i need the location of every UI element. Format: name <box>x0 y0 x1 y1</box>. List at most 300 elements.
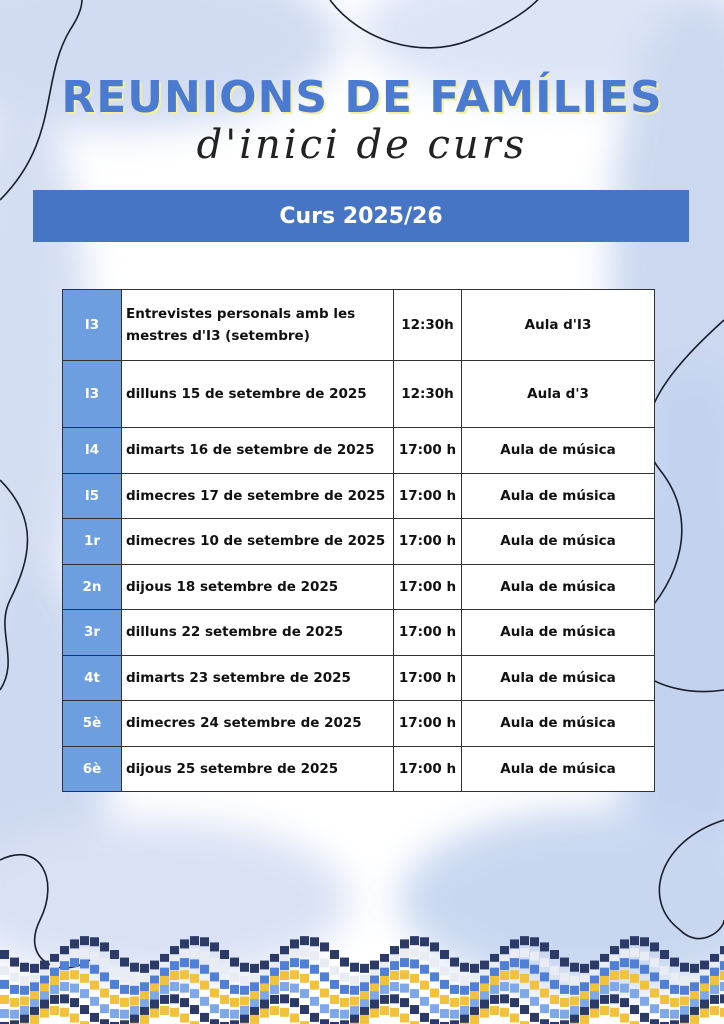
mosaic-tile <box>680 996 689 1005</box>
mosaic-tile <box>520 948 529 957</box>
mosaic-tile <box>140 982 149 991</box>
mosaic-tile <box>350 986 359 995</box>
mosaic-tile <box>230 973 239 982</box>
mosaic-tile <box>640 965 649 974</box>
page-title: REUNIONS DE FAMÍLIES <box>61 72 663 123</box>
mosaic-tile <box>40 976 49 985</box>
mosaic-tile <box>160 1006 169 1015</box>
mosaic-tile <box>420 937 429 946</box>
mosaic-tile <box>460 986 469 995</box>
mosaic-tile <box>200 1013 209 1022</box>
mosaic-tile <box>440 980 449 989</box>
mosaic-tile <box>650 958 659 967</box>
mosaic-tile <box>270 985 279 994</box>
mosaic-tile <box>140 964 149 973</box>
mosaic-tile <box>150 983 159 992</box>
mosaic-tile <box>570 986 579 995</box>
mosaic-tile <box>480 961 489 970</box>
mosaic-tile <box>450 1010 459 1019</box>
mosaic-tile <box>450 998 459 1007</box>
mosaic-tile <box>430 958 439 967</box>
mosaic-tile <box>40 991 49 1000</box>
mosaic-tile <box>100 989 109 998</box>
mosaic-tile <box>330 950 339 959</box>
mosaic-tile <box>620 970 629 979</box>
mosaic-tile <box>410 974 419 983</box>
mosaic-tile <box>30 964 39 973</box>
mosaic-tile <box>720 994 724 1003</box>
mosaic-tile <box>290 998 299 1007</box>
mosaic-tile <box>590 976 599 985</box>
mosaic-tile <box>10 1010 19 1019</box>
mosaic-tile <box>690 975 699 984</box>
time-cell: 17:00 h <box>394 564 462 610</box>
mosaic-tile <box>550 966 559 975</box>
mosaic-tile <box>480 983 489 992</box>
mosaic-tile <box>700 961 709 970</box>
mosaic-tile <box>520 1005 529 1014</box>
mosaic-tile <box>90 952 99 961</box>
mosaic-tile <box>380 1006 389 1015</box>
mosaic-tile <box>340 958 349 967</box>
mosaic-tile <box>600 1006 609 1015</box>
mosaic-tile <box>640 952 649 961</box>
mosaic-tile <box>170 982 179 991</box>
mosaic-tile <box>470 975 479 984</box>
mosaic-tile <box>20 1015 29 1024</box>
mosaic-tile <box>200 981 209 990</box>
mosaic-tile <box>460 963 469 972</box>
time-cell: 12:30h <box>394 361 462 428</box>
mosaic-tile <box>260 961 269 970</box>
mosaic-tile <box>530 965 539 974</box>
mosaic-tile <box>710 976 719 985</box>
mosaic-tile <box>10 1020 19 1024</box>
mosaic-tile <box>190 959 199 968</box>
mosaic-tile <box>380 995 389 1004</box>
mosaic-tile <box>610 961 619 970</box>
mosaic-tile <box>510 998 519 1007</box>
mosaic-tile <box>720 961 724 970</box>
date-cell: dimecres 10 de setembre de 2025 <box>122 519 394 565</box>
mosaic-tile <box>560 973 569 982</box>
mosaic-tile <box>40 983 49 992</box>
location-cell: Aula de música <box>462 701 655 747</box>
mosaic-tile <box>340 985 349 994</box>
mosaic-tile <box>150 1000 159 1009</box>
mosaic-tile <box>80 948 89 957</box>
mosaic-tile <box>160 985 169 994</box>
mosaic-tile <box>20 1006 29 1015</box>
mosaic-tile <box>220 1009 229 1018</box>
mosaic-tile <box>490 1006 499 1015</box>
mosaic-tile <box>510 939 519 948</box>
mosaic-tile <box>370 1009 379 1018</box>
mosaic-tile <box>580 982 589 991</box>
mosaic-tile <box>120 1020 129 1024</box>
mosaic-tile <box>580 975 589 984</box>
mosaic-tile <box>540 989 549 998</box>
grade-cell: 5è <box>63 701 122 747</box>
mosaic-tile <box>150 1009 159 1018</box>
mosaic-tile <box>280 971 289 980</box>
mosaic-tile <box>440 966 449 975</box>
mosaic-tile <box>340 998 349 1007</box>
mosaic-tile <box>460 1015 469 1024</box>
grade-cell: I5 <box>63 473 122 519</box>
location-cell: Aula de música <box>462 519 655 565</box>
mosaic-tile <box>330 1009 339 1018</box>
mosaic-tile <box>400 970 409 979</box>
mosaic-tile <box>80 959 89 968</box>
mosaic-tile <box>630 948 639 957</box>
mosaic-tile <box>210 942 219 951</box>
mosaic-tile <box>440 995 449 1004</box>
mosaic-tile <box>410 959 419 968</box>
mosaic-tile <box>360 982 369 991</box>
mosaic-tile <box>420 952 429 961</box>
mosaic-tile <box>110 980 119 989</box>
mosaic-tile <box>310 965 319 974</box>
mosaic-tile <box>30 999 39 1008</box>
mosaic-tile <box>560 958 569 967</box>
mosaic-tile <box>700 983 709 992</box>
mosaic-tile <box>580 999 589 1008</box>
school-year-label: Curs 2025/26 <box>279 203 443 229</box>
mosaic-tile <box>700 991 709 1000</box>
mosaic-tile <box>110 966 119 975</box>
date-cell: dimarts 16 de setembre de 2025 <box>122 428 394 474</box>
grade-cell: I3 <box>63 361 122 428</box>
mosaic-tile <box>550 980 559 989</box>
mosaic-tile <box>270 968 279 977</box>
mosaic-tile <box>710 954 719 963</box>
mosaic-tile <box>30 1007 39 1016</box>
mosaic-tile <box>240 996 249 1005</box>
mosaic-tile <box>230 1010 239 1019</box>
mosaic-tile <box>590 961 599 970</box>
mosaic-tile <box>680 1006 689 1015</box>
mosaic-tile <box>130 963 139 972</box>
mosaic-tile <box>460 1006 469 1015</box>
mosaic-tile <box>420 997 429 1006</box>
mosaic-tile <box>60 971 69 980</box>
mosaic-tile <box>360 1007 369 1016</box>
time-cell: 17:00 h <box>394 473 462 519</box>
mosaic-tile <box>350 976 359 985</box>
mosaic-tile <box>90 937 99 946</box>
mosaic-tile <box>250 1007 259 1016</box>
date-cell: dilluns 15 de setembre de 2025 <box>122 361 394 428</box>
mosaic-tile <box>550 950 559 959</box>
mosaic-tile <box>680 1015 689 1024</box>
mosaic-tile <box>290 949 299 958</box>
location-cell: Aula de música <box>462 428 655 474</box>
location-cell: Aula de música <box>462 746 655 792</box>
mosaic-tile <box>470 1015 479 1024</box>
mosaic-tile <box>450 985 459 994</box>
page-subtitle: d'inici de curs <box>196 122 528 168</box>
mosaic-tile <box>360 999 369 1008</box>
mosaic-tile <box>10 973 19 982</box>
mosaic-tile <box>310 1013 319 1022</box>
mosaic-tile <box>600 976 609 985</box>
mosaic-tile <box>90 997 99 1006</box>
mosaic-tile <box>620 984 629 993</box>
mosaic-tile <box>160 968 169 977</box>
mosaic-tile <box>330 966 339 975</box>
mosaic-tile <box>310 937 319 946</box>
mosaic-tile <box>100 1004 109 1013</box>
mosaic-tile <box>100 1019 109 1024</box>
mosaic-tile <box>110 1009 119 1018</box>
mosaic-tile <box>660 966 669 975</box>
mosaic-tile <box>610 994 619 1003</box>
mosaic-tile <box>560 985 569 994</box>
mosaic-tile <box>700 1009 709 1018</box>
mosaic-tile <box>660 950 669 959</box>
mosaic-tile <box>530 952 539 961</box>
mosaic-tile <box>430 1004 439 1013</box>
mosaic-tile <box>530 1013 539 1022</box>
mosaic-tile <box>90 965 99 974</box>
mosaic-tile <box>150 991 159 1000</box>
mosaic-tile <box>270 976 279 985</box>
time-cell: 12:30h <box>394 290 462 361</box>
mosaic-tile <box>490 985 499 994</box>
mosaic-tile <box>60 982 69 991</box>
mosaic-tile <box>700 1000 709 1009</box>
mosaic-tile <box>450 958 459 967</box>
time-cell: 17:00 h <box>394 610 462 656</box>
mosaic-tile <box>610 971 619 980</box>
mosaic-tile <box>180 1013 189 1022</box>
mosaic-tile <box>600 954 609 963</box>
mosaic-tile <box>250 991 259 1000</box>
mosaic-tile <box>380 985 389 994</box>
mosaic-tile <box>280 1008 289 1017</box>
mosaic-tile <box>100 942 109 951</box>
mosaic-tile <box>70 939 79 948</box>
mosaic-tile <box>400 1013 409 1022</box>
location-cell: Aula de música <box>462 564 655 610</box>
mosaic-tile <box>680 963 689 972</box>
mosaic-tile <box>160 976 169 985</box>
mosaic-tile <box>470 964 479 973</box>
mosaic-tile <box>250 999 259 1008</box>
mosaic-tile <box>80 989 89 998</box>
mosaic-tile <box>390 982 399 991</box>
mosaic-tile <box>580 991 589 1000</box>
mosaic-tile <box>620 1013 629 1022</box>
mosaic-tile <box>710 1006 719 1015</box>
mosaic-tile <box>570 1015 579 1024</box>
mosaic-tile <box>590 991 599 1000</box>
mosaic-tile <box>270 954 279 963</box>
mosaic-tile <box>300 936 309 945</box>
mosaic-tile <box>680 976 689 985</box>
mosaic-tile <box>150 961 159 970</box>
mosaic-tile <box>260 983 269 992</box>
mosaic-tile <box>170 961 179 970</box>
time-cell: 17:00 h <box>394 701 462 747</box>
mosaic-tile <box>60 961 69 970</box>
mosaic-tile <box>560 1020 569 1024</box>
mosaic-tile <box>20 996 29 1005</box>
grade-cell: I4 <box>63 428 122 474</box>
mosaic-tile <box>240 1006 249 1015</box>
mosaic-tile <box>240 963 249 972</box>
mosaic-tile <box>550 1009 559 1018</box>
mosaic-tile <box>410 989 419 998</box>
mosaic-tile <box>280 994 289 1003</box>
mosaic-tile <box>190 974 199 983</box>
mosaic-tile <box>580 1015 589 1024</box>
mosaic-tile <box>490 954 499 963</box>
mosaic-tile <box>720 946 724 955</box>
mosaic-tile <box>580 964 589 973</box>
mosaic-tile <box>50 954 59 963</box>
mosaic-tile <box>0 966 9 975</box>
mosaic-tile <box>370 1000 379 1009</box>
mosaic-tile <box>290 1013 299 1022</box>
mosaic-tile <box>650 989 659 998</box>
mosaic-tile <box>670 998 679 1007</box>
mosaic-tile <box>360 1015 369 1024</box>
mosaic-tile <box>50 1006 59 1015</box>
mosaic-tile <box>180 998 189 1007</box>
mosaic-tile <box>370 961 379 970</box>
mosaic-tile <box>180 949 189 958</box>
mosaic-tile <box>240 1015 249 1024</box>
mosaic-tile <box>140 1007 149 1016</box>
mosaic-tile <box>710 985 719 994</box>
mosaic-tile <box>430 942 439 951</box>
mosaic-tile <box>310 952 319 961</box>
mosaic-tile <box>90 981 99 990</box>
mosaic-tile <box>250 982 259 991</box>
mosaic-tile <box>50 985 59 994</box>
mosaic-tile <box>600 968 609 977</box>
mosaic-tile <box>70 984 79 993</box>
mosaic-tile <box>70 970 79 979</box>
mosaic-tile <box>170 971 179 980</box>
mosaic-tile <box>320 972 329 981</box>
mosaic-tile <box>390 946 399 955</box>
mosaic-tile <box>370 976 379 985</box>
mosaic-tile <box>660 1009 669 1018</box>
mosaic-tile <box>520 974 529 983</box>
mosaic-tile <box>450 1020 459 1024</box>
mosaic-tile <box>620 998 629 1007</box>
time-cell: 17:00 h <box>394 655 462 701</box>
mosaic-tile <box>280 982 289 991</box>
mosaic-tile <box>140 975 149 984</box>
mosaic-tile <box>480 976 489 985</box>
mosaic-tile <box>0 980 9 989</box>
mosaic-tile <box>110 995 119 1004</box>
mosaic-tile <box>670 1010 679 1019</box>
mosaic-tile <box>120 973 129 982</box>
mosaic-tile <box>300 974 309 983</box>
mosaic-tile <box>460 996 469 1005</box>
mosaic-tile <box>410 1005 419 1014</box>
mosaic-tile <box>670 973 679 982</box>
mosaic-tile <box>610 982 619 991</box>
mosaic-tile <box>670 1020 679 1024</box>
mosaic-tile <box>170 994 179 1003</box>
mosaic-tile <box>60 994 69 1003</box>
mosaic-tile <box>510 970 519 979</box>
mosaic-tile <box>590 983 599 992</box>
mosaic-tile <box>570 1006 579 1015</box>
mosaic-tile <box>10 958 19 967</box>
mosaic-tile <box>330 980 339 989</box>
mosaic-tile <box>650 972 659 981</box>
mosaic-tile <box>80 936 89 945</box>
mosaic-tile <box>600 995 609 1004</box>
mosaic-tile <box>70 949 79 958</box>
mosaic-tile <box>420 981 429 990</box>
mosaic-tile <box>120 998 129 1007</box>
mosaic-tile <box>30 1015 39 1024</box>
mosaic-tile <box>210 1004 219 1013</box>
date-cell: dimecres 17 de setembre de 2025 <box>122 473 394 519</box>
mosaic-tile <box>520 936 529 945</box>
mosaic-tile <box>50 995 59 1004</box>
mosaic-tile <box>450 973 459 982</box>
mosaic-tile <box>290 939 299 948</box>
mosaic-tile <box>690 991 699 1000</box>
mosaic-tile <box>340 1020 349 1024</box>
mosaic-tile <box>250 975 259 984</box>
mosaic-tile <box>710 968 719 977</box>
mosaic-tile <box>520 959 529 968</box>
mosaic-tile <box>40 961 49 970</box>
mosaic-tile <box>500 961 509 970</box>
mosaic-tile <box>140 991 149 1000</box>
mosaic-tile <box>610 1008 619 1017</box>
mosaic-tile <box>540 1004 549 1013</box>
date-cell: dimecres 24 setembre de 2025 <box>122 701 394 747</box>
mosaic-tile <box>620 949 629 958</box>
mosaic-tile <box>80 974 89 983</box>
mosaic-tile <box>90 1013 99 1022</box>
mosaic-tile <box>270 995 279 1004</box>
mosaic-tile <box>180 939 189 948</box>
mosaic-tile <box>220 995 229 1004</box>
mosaic-tile <box>240 986 249 995</box>
mosaic-tile <box>220 980 229 989</box>
location-cell: Aula de música <box>462 655 655 701</box>
time-cell: 17:00 h <box>394 519 462 565</box>
mosaic-tile <box>320 942 329 951</box>
mosaic-tile <box>360 991 369 1000</box>
mosaic-tile <box>540 958 549 967</box>
mosaic-tile <box>230 998 239 1007</box>
mosaic-tile <box>570 996 579 1005</box>
mosaic-tile <box>30 975 39 984</box>
mosaic-tile <box>210 972 219 981</box>
mosaic-tile <box>700 976 709 985</box>
mosaic-tile <box>350 1006 359 1015</box>
mosaic-tile <box>520 989 529 998</box>
mosaic-tile <box>430 972 439 981</box>
mosaic-tile <box>530 937 539 946</box>
mosaic-tile <box>140 999 149 1008</box>
mosaic-tile <box>720 971 724 980</box>
mosaic-tile <box>30 982 39 991</box>
